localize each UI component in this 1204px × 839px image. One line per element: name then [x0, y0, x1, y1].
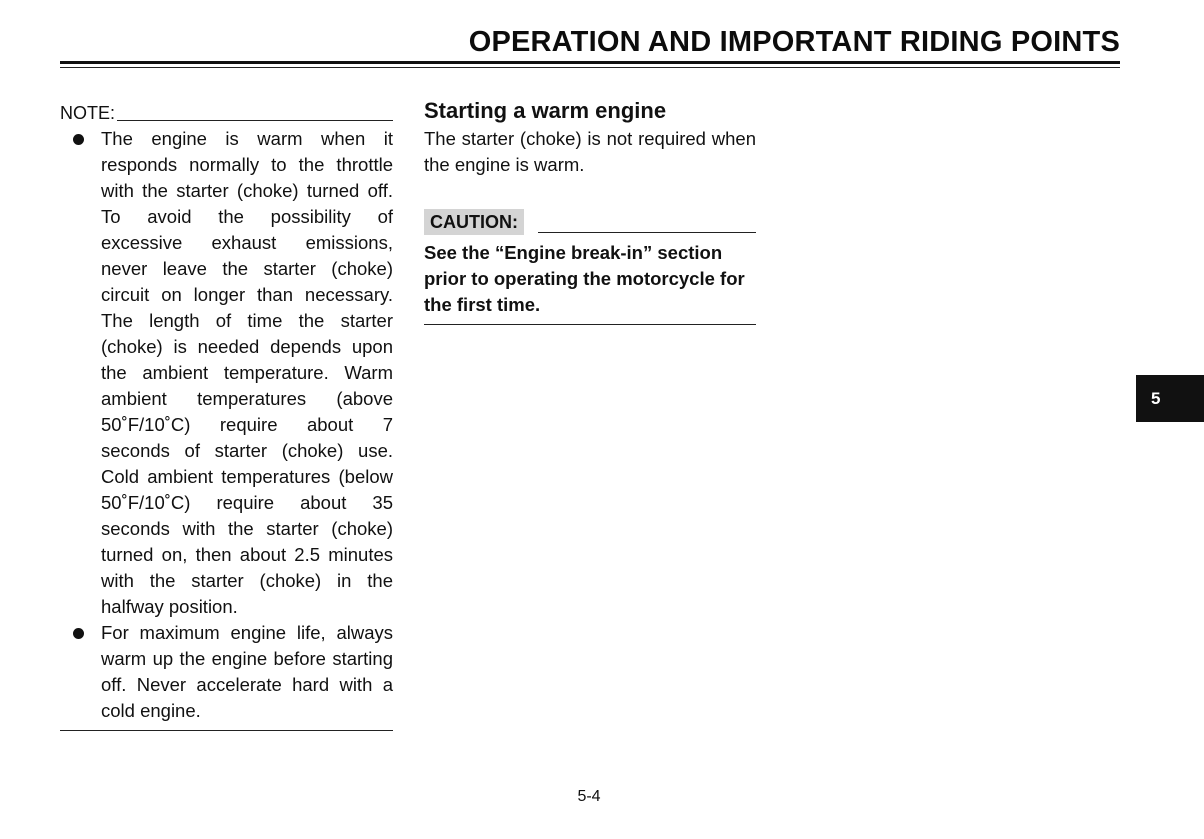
caution-heading-rule	[538, 232, 756, 233]
note-item	[60, 620, 393, 724]
caution-heading-row	[424, 205, 756, 235]
section-body: The starter (choke) is not required when the engine is warm.	[424, 128, 756, 175]
note-heading-row	[60, 100, 393, 124]
note-end-rule	[60, 730, 393, 731]
bullet-icon	[73, 134, 84, 145]
bullet-icon	[73, 628, 84, 639]
chapter-tab-number: 5	[1151, 388, 1161, 408]
header-rule	[60, 61, 1120, 64]
note-list	[60, 126, 393, 724]
note-box	[60, 100, 393, 731]
note-item-text: For maximum engine life, always warm up the engine before starting off. Never accelerate hard with a cold engine.	[101, 622, 393, 721]
caution-text: See the “Engine break-in” section prior to operating the motorcycle for the first time.	[424, 242, 745, 315]
note-heading: NOTE:	[60, 103, 116, 123]
header-rule-thin	[60, 67, 1120, 68]
section-title: Starting a warm engine	[424, 98, 667, 123]
chapter-tab	[1136, 375, 1204, 422]
caution-end-rule	[424, 324, 756, 325]
caution-label: CAUTION:	[424, 209, 524, 235]
page-header-title: OPERATION AND IMPORTANT RIDING POINTS	[468, 26, 1120, 58]
note-heading-rule	[117, 120, 393, 121]
page-number: 5-4	[577, 788, 601, 805]
note-item	[60, 126, 393, 620]
note-item-text: The engine is warm when it responds normally to the throttle with the starter (choke) turned off. To avoid the possibility of excessive exhaust emissions, never leave the starter (choke) circuit on longer than necessary. The length of time the starter (choke) is needed depends upon the ambient temperature. Warm ambient temperatures (above 50˚F/10˚C) require about 7 seconds of starter (choke) use. Cold ambient temperatures (below 50˚F/10˚C) require about 35 seconds with the starter (choke) turned on, then about 2.5 minutes with the starter (choke) in the halfway position.	[101, 128, 393, 617]
section-column	[424, 96, 756, 325]
